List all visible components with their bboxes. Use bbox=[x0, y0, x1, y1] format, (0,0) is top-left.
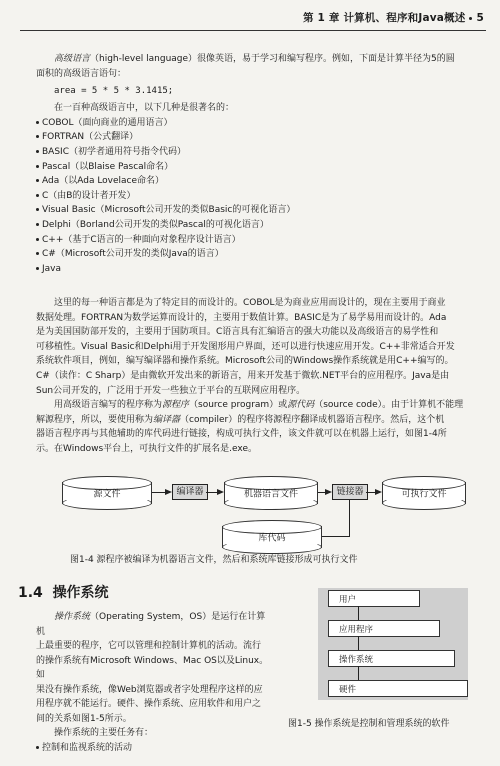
os-paragraph bbox=[36, 610, 274, 755]
language-item: COBOL（面向商业的通用语言） bbox=[36, 116, 472, 131]
languages-paragraph-lines bbox=[36, 296, 472, 398]
library-code-cylinder: 库代码 bbox=[222, 520, 322, 554]
language-item: C++（基于C语言的一种面向对象程序设计语言） bbox=[36, 233, 472, 248]
term-source-program: 源程序 bbox=[162, 400, 190, 411]
section-heading bbox=[18, 582, 109, 602]
figure-1-5-caption: 图1-5 操作系统是控制和管理系统的软件 bbox=[288, 719, 450, 729]
bullet-dot bbox=[36, 121, 39, 124]
app-to-os-line bbox=[358, 636, 359, 650]
executable-file-cylinder: 可执行文件 bbox=[382, 476, 466, 510]
os-task-item: 控制和监视系统的活动 bbox=[36, 741, 274, 756]
languages-paragraph-line: 是为美国国防部开发的，主要用于国防项目。C语言具有汇编语言的强大功能以及高级语言的易学性和 bbox=[36, 327, 439, 338]
arrow-to-compiler bbox=[152, 492, 170, 493]
code-example: area = 5 * 5 * 3.1415; bbox=[54, 86, 174, 97]
language-item: Java bbox=[36, 262, 472, 277]
term-high-level-language: 高级语言 bbox=[54, 54, 91, 64]
hardware-layer: 硬件 bbox=[328, 680, 468, 697]
user-layer: 用户 bbox=[328, 590, 420, 607]
languages-paragraph-line: 这里的每一种语言都是为了特定目的而设计的。COBOL是为商业应用而设计的，现在主要用于商业 bbox=[54, 298, 446, 308]
languages-paragraph-line: 系统软件项目，例如，编写编译器和操作系统。Microsoft公司的Windows操作系统就是用C++编写的。 bbox=[36, 356, 454, 367]
languages-paragraph bbox=[36, 296, 472, 457]
source-paragraph-line-2: 解源程序，所以，要使用称为编译器（compiler）的程序将源程序翻译成机器语言程序。然后，这个机 bbox=[36, 414, 445, 425]
languages-paragraph-line: 可移植性。Visual Basic和Delphi用于开发图形用户界面，还可以进行快速应用开发。C++非常适合开发 bbox=[36, 341, 455, 352]
bullet-dot bbox=[36, 208, 39, 211]
language-item: C#（Microsoft公司开发的类似Java的语言） bbox=[36, 247, 472, 262]
language-item: Ada（以Ada Lovelace命名） bbox=[36, 174, 472, 189]
machine-language-file-cylinder: 机器语言文件 bbox=[224, 476, 318, 510]
arrow-to-executable bbox=[366, 492, 380, 493]
languages-paragraph-line: C#（读作：C Sharp）是由微软开发出来的新语言，用来开发基于微软.NET平台的应用程序。Java是由 bbox=[36, 370, 450, 381]
source-paragraph-line-3: 器语言程序再与其他辅助的库代码进行链接，构成可执行文件，该文件就可以在机器上运行，如图1-4所 bbox=[36, 429, 447, 440]
user-to-app-line bbox=[358, 606, 359, 620]
os-line-7: 操作系统的主要任务有： bbox=[54, 728, 154, 738]
term-compiler: 编译器 bbox=[153, 414, 181, 425]
os-line-4: 果没有操作系统，像Web浏览器或者字处理程序这样的应 bbox=[36, 684, 263, 695]
bullet-dot bbox=[36, 135, 39, 138]
bullet-dot bbox=[36, 194, 39, 197]
bullet-dot bbox=[36, 165, 39, 168]
chapter-title: 计算机、程序和Java概述 bbox=[343, 12, 466, 24]
list-intro: 在一百种高级语言中，以下几种是很著名的： bbox=[54, 103, 235, 114]
source-file-cylinder: 源文件 bbox=[62, 476, 152, 510]
page-number: 5 bbox=[476, 12, 484, 24]
os-line-2: 上最重要的程序，它可以管理和控制计算机的活动。流行 bbox=[36, 641, 262, 651]
intro-line-2: 面积的高级语言语句： bbox=[36, 68, 127, 79]
os-to-hardware-line bbox=[358, 666, 359, 680]
header-rule bbox=[20, 30, 486, 31]
bullet-dot bbox=[36, 252, 39, 255]
arrow-to-machine-file bbox=[206, 492, 222, 493]
linker-box: 链接器 bbox=[332, 484, 368, 500]
term-source-code: 源代码 bbox=[287, 400, 315, 411]
arrow-to-linker bbox=[318, 492, 330, 493]
figure-1-4-caption: 图1-4 源程序被编译为机器语言文件，然后和系统库链接形成可执行文件 bbox=[70, 555, 358, 565]
os-line-6: 间的关系如图1-5所示。 bbox=[36, 713, 132, 724]
source-paragraph-line-4: 示。在Windows平台上，可执行文件的扩展名是.exe。 bbox=[36, 443, 258, 454]
source-paragraph-line-1: 用高级语言编写的程序称为源程序（source program）或源代码（source code）。由于计算机不能理 bbox=[54, 400, 464, 411]
chapter-label: 第 1 章 bbox=[302, 12, 340, 24]
figure-1-5-os-layers-diagram bbox=[318, 588, 468, 712]
term-operating-system: 操作系统 bbox=[54, 612, 91, 622]
languages-paragraph-line: Sun公司开发的，广泛用于开发一些独立于平台的互联网应用程序。 bbox=[36, 385, 306, 396]
language-item: C（由B的设计者开发） bbox=[36, 189, 472, 204]
library-connector bbox=[322, 536, 350, 537]
intro-block bbox=[36, 52, 472, 276]
language-item: Pascal（以Blaise Pascal命名） bbox=[36, 160, 472, 175]
os-line-1: 操作系统（Operating System，OS）是运行在计算机 bbox=[36, 612, 266, 637]
os-line-3: 的操作系统有Microsoft Windows、Mac OS以及Linux。如 bbox=[36, 655, 269, 680]
bullet-dot bbox=[36, 150, 39, 153]
language-item: Delphi（Borland公司开发的类似Pascal的可视化语言） bbox=[36, 218, 472, 233]
section-number: 1.4 bbox=[18, 585, 43, 601]
bullet-dot bbox=[36, 267, 39, 270]
language-item: Visual Basic（Microsoft公司开发的类似Basic的可视化语言） bbox=[36, 203, 472, 218]
bullet-dot bbox=[36, 223, 39, 226]
application-layer: 应用程序 bbox=[328, 620, 440, 637]
intro-line-1: 高级语言（high-level language）很像英语，易于学习和编写程序。例如，下面是计算半径为5的圆 bbox=[54, 54, 455, 64]
library-to-linker-line bbox=[349, 499, 350, 537]
language-item: BASIC（初学者通用符号指令代码） bbox=[36, 145, 472, 160]
language-item: FORTRAN（公式翻译） bbox=[36, 130, 472, 145]
os-layer: 操作系统 bbox=[328, 650, 455, 667]
languages-paragraph-line: 数据处理。FORTRAN为数学运算而设计的，主要用于数值计算。BASIC是为了易学易用而设计的。Ada bbox=[36, 312, 447, 323]
bullet-dot bbox=[36, 179, 39, 182]
bullet-separator bbox=[469, 17, 472, 20]
bullet-dot bbox=[36, 746, 39, 749]
language-list bbox=[36, 116, 472, 277]
running-header bbox=[303, 10, 484, 25]
bullet-dot bbox=[36, 238, 39, 241]
section-title: 操作系统 bbox=[52, 585, 109, 601]
compiler-box: 编译器 bbox=[172, 484, 208, 500]
os-line-5: 用程序就不能运行。硬件、操作系统、应用软件和用户之 bbox=[36, 699, 262, 709]
